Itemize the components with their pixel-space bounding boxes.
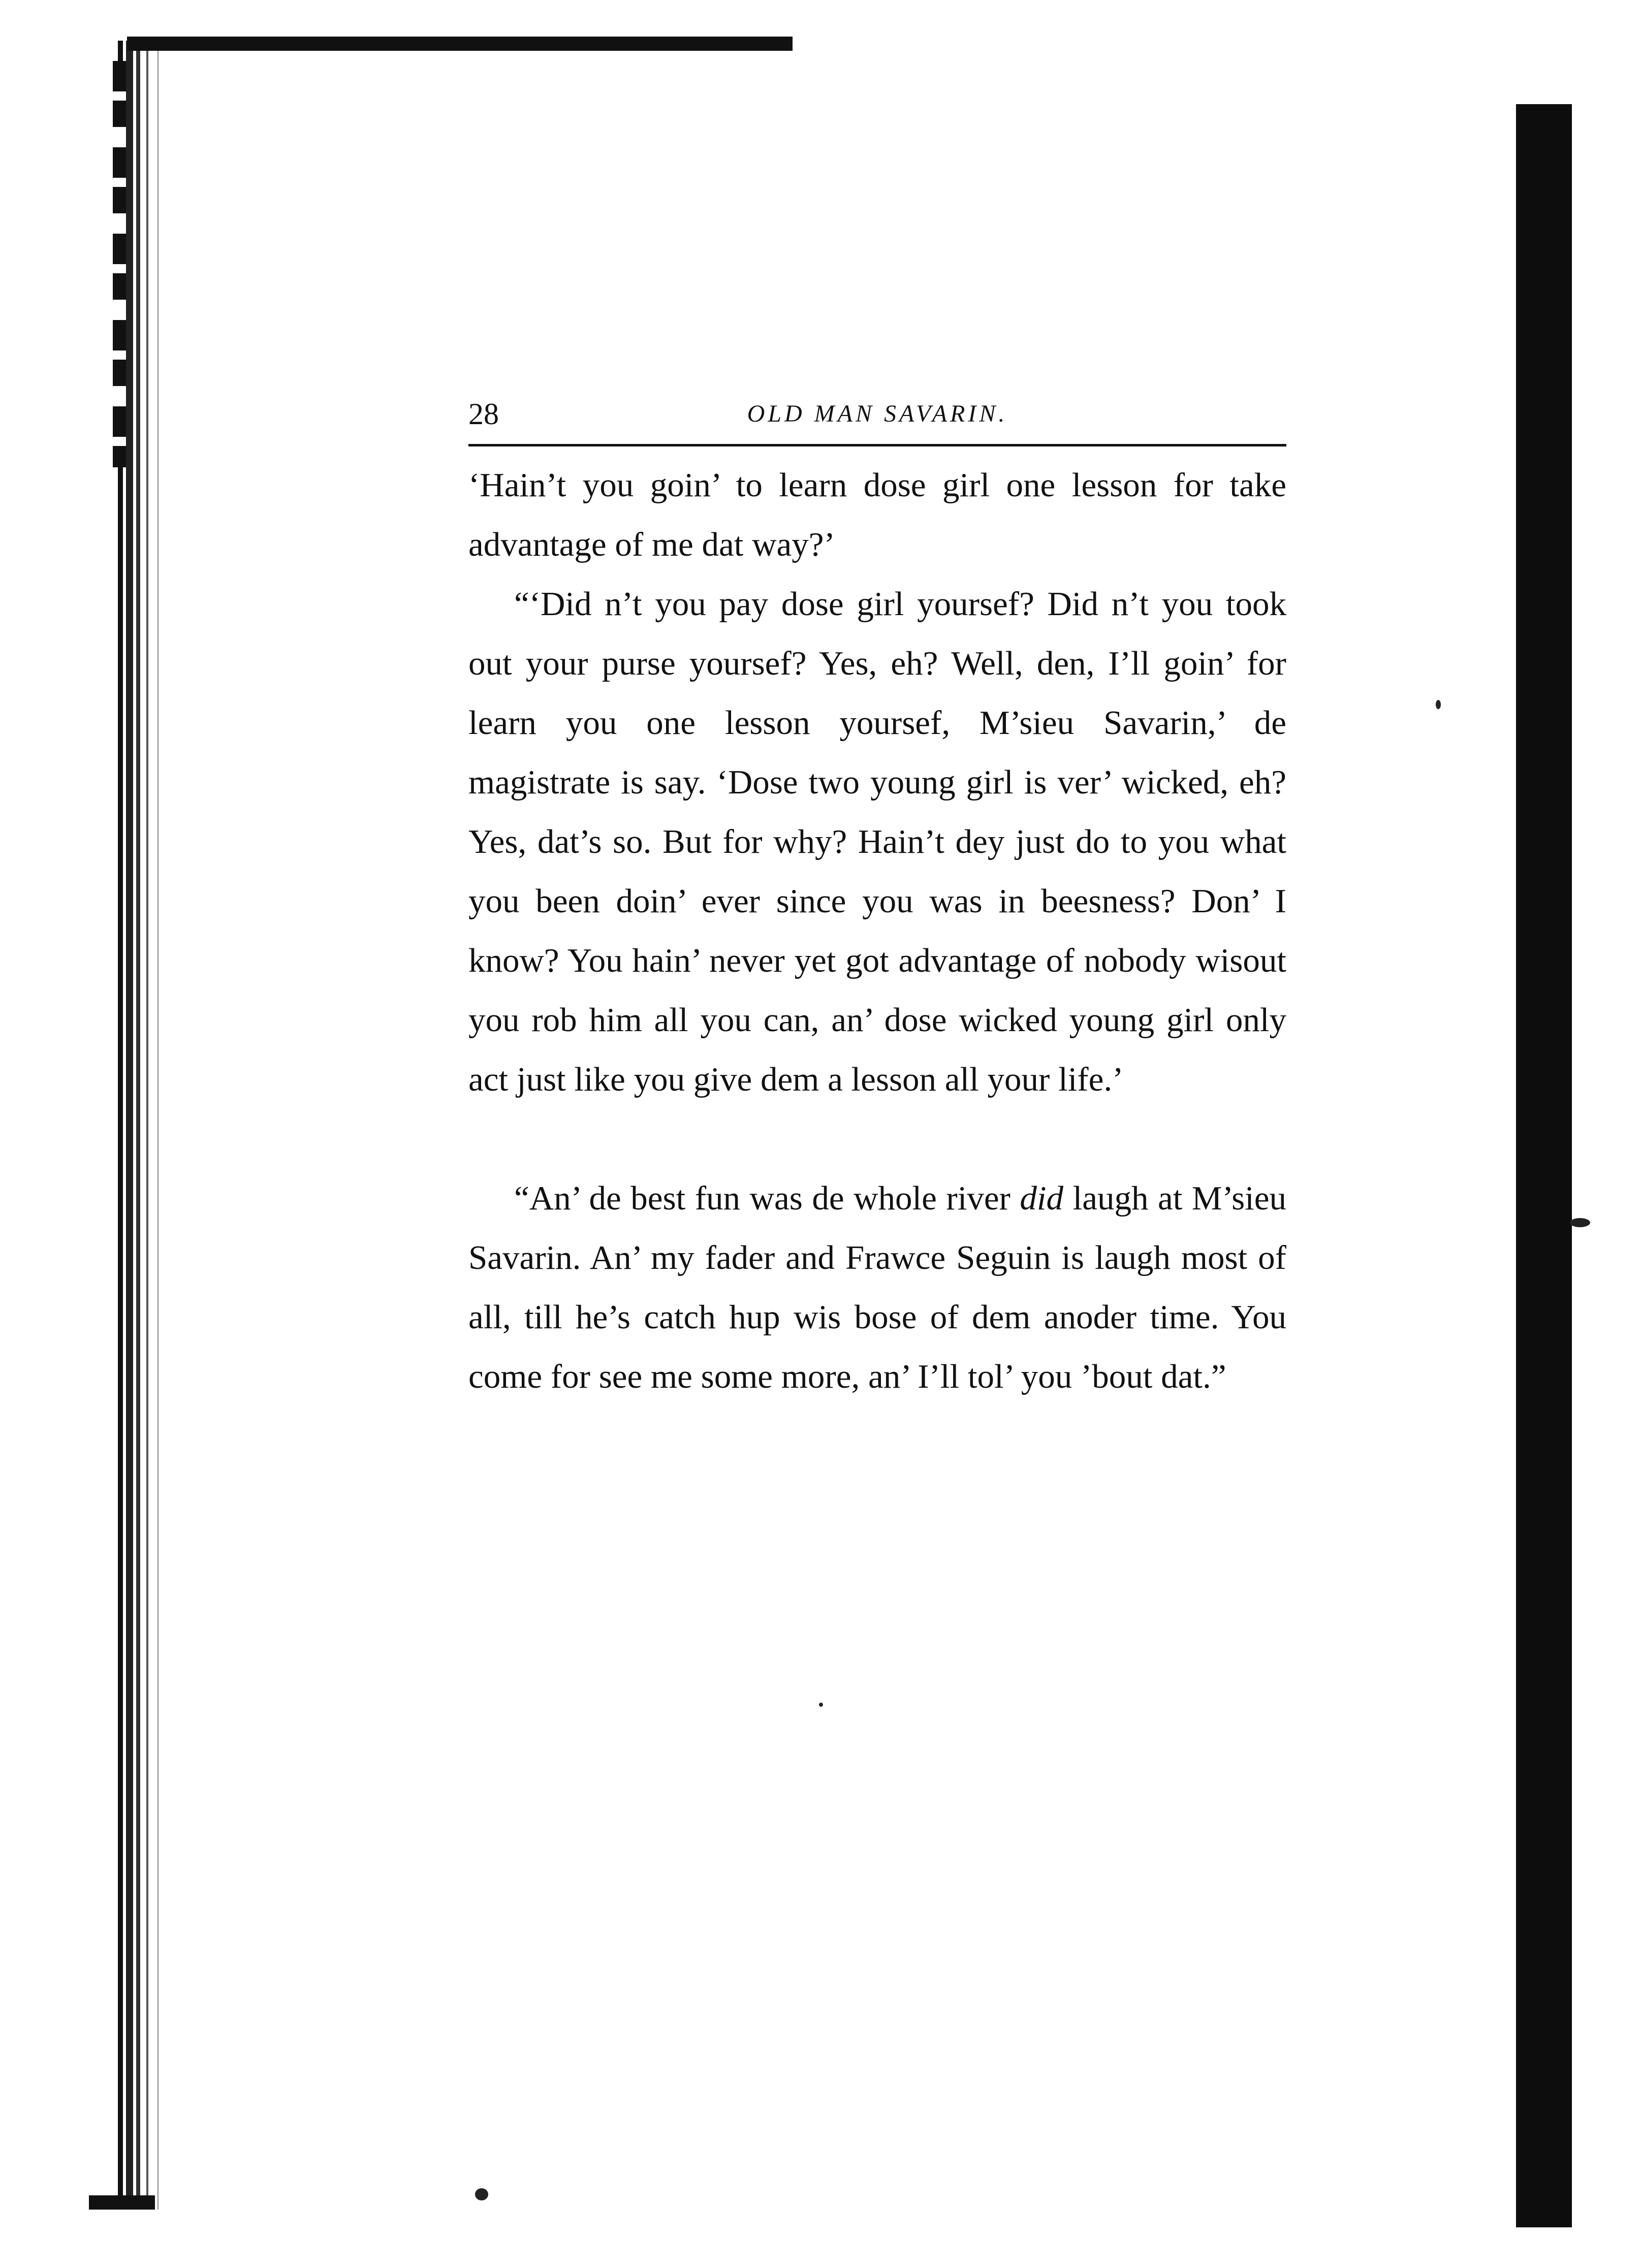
scan-edge-marks-left [113, 61, 126, 467]
emphasized-word: did [1020, 1179, 1064, 1217]
paragraph-text: “An’ de best fun was de whole river [514, 1179, 1020, 1217]
paragraph [468, 1169, 1286, 1407]
scan-bottom-edge-mark [89, 2195, 155, 2210]
running-head [468, 391, 1286, 437]
scan-speck [475, 2188, 488, 2200]
scan-binding-shadow-right [1516, 104, 1572, 2227]
header-rule [468, 444, 1286, 446]
scan-top-edge-bar [127, 37, 793, 51]
scan-speck [1436, 700, 1441, 709]
scan-binding-shadow-left [118, 41, 174, 2210]
paragraph: “‘Did n’t you pay dose girl yoursef? Did n’t you took out your purse yoursef? Yes, eh? Well, den, I’ll goin’ for learn you one lesson yoursef, M’sieu Savarin,’ de magistrate is say. ‘Dose two young girl is ver’ wicked, eh? Yes, dat’s so. But for why? Hain’t dey just do to you what you been doin’ ever since you was in beesness? Don’ I know? You hain’ never yet got advantage of nobody wisout you rob him all you can, an’ dose wicked young girl only act just like you give dem a lesson all your life.’ [468, 585, 1286, 1098]
page-number: 28 [468, 397, 499, 431]
scan-speck [819, 1703, 823, 1707]
book-page [468, 391, 1286, 1407]
scan-speck [1570, 1218, 1590, 1227]
paragraph-text: laugh at M’sieu Savarin. An’ my fader and Frawce Seguin is laugh most of all, till he’s catch hup wis bose of dem anoder time. You come for see me some more, an’ I’ll tol’ you ’bout dat.” [468, 1179, 1286, 1395]
paragraph: ‘Hain’t you goin’ to learn dose girl one lesson for take advantage of me dat way?’ [468, 466, 1286, 563]
running-title: OLD MAN SAVARIN. [747, 400, 1008, 427]
